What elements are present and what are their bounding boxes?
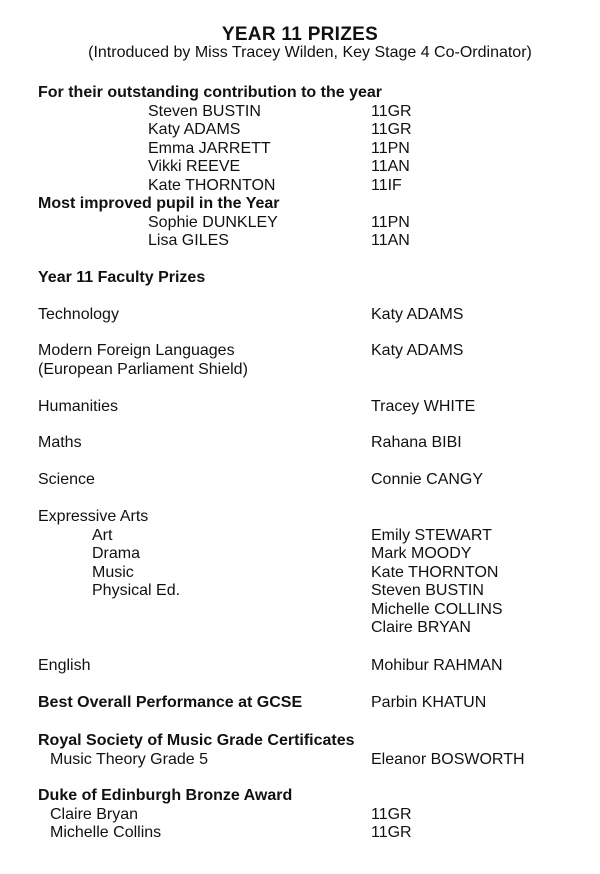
pupil-form: 11AN <box>371 232 410 249</box>
pupil-form: 11IF <box>371 176 402 194</box>
subject-label: English <box>38 657 91 674</box>
pupil-name: Michelle Collins <box>50 824 162 841</box>
certificate-label: Music Theory Grade 5 <box>50 750 208 768</box>
list-item <box>0 434 600 453</box>
winner-name: Katy ADAMS <box>371 342 464 359</box>
list-item <box>0 619 600 638</box>
subject-label: Modern Foreign Languages <box>38 342 235 359</box>
pupil-name: Kate THORNTON <box>148 176 276 194</box>
outstanding-heading: For their outstanding contribution to the year <box>38 84 382 101</box>
pupil-form: 11PN <box>371 213 410 231</box>
duke-of-edinburgh-heading: Duke of Edinburgh Bronze Award <box>38 787 293 804</box>
pupil-form: 11GR <box>371 121 412 138</box>
best-overall-label: Best Overall Performance at GCSE <box>38 694 303 711</box>
subject-label: Art <box>92 526 113 544</box>
winner-name: Mark MOODY <box>371 545 472 562</box>
list-item <box>0 601 600 620</box>
most-improved-heading: Most improved pupil in the Year <box>38 195 280 212</box>
subject-label: Expressive Arts <box>38 508 149 525</box>
list-item <box>0 824 600 843</box>
list-item <box>0 342 600 379</box>
subject-label: Music <box>92 563 134 581</box>
pupil-name: Emma JARRETT <box>148 139 271 157</box>
pupil-name: Lisa GILES <box>148 232 229 249</box>
list-item <box>0 564 600 583</box>
list-item <box>0 140 600 159</box>
winner-name: Rahana BIBI <box>371 434 462 451</box>
subject-label: Physical Ed. <box>92 582 181 599</box>
pupil-form: 11GR <box>371 805 412 823</box>
page-title: YEAR 11 PRIZES <box>221 24 379 45</box>
list-item <box>0 177 600 196</box>
winner-name: Kate THORNTON <box>371 563 499 581</box>
subject-label: Technology <box>38 306 119 323</box>
list-item <box>0 806 600 825</box>
list-item <box>0 214 600 233</box>
page-subtitle: (Introduced by Miss Tracey Wilden, Key Stage 4 Co-Ordinator) <box>88 44 532 61</box>
winner-name: Parbin KHATUN <box>371 694 487 711</box>
faculty-heading: Year 11 Faculty Prizes <box>38 269 206 286</box>
duke-of-edinburgh-section <box>0 787 600 843</box>
winner-name: Michelle COLLINS <box>371 600 503 618</box>
list-item <box>0 582 600 601</box>
winner-name: Tracey WHITE <box>371 398 476 415</box>
subject-label: Science <box>38 471 95 488</box>
list-item <box>0 545 600 564</box>
list-item <box>0 232 600 251</box>
list-item <box>0 121 600 140</box>
pupil-name: Steven BUSTIN <box>148 102 261 120</box>
list-item <box>0 527 600 546</box>
pupil-form: 11GR <box>371 102 412 120</box>
royal-society-section <box>0 732 600 769</box>
winner-name: Connie CANGY <box>371 471 484 488</box>
subject-label: Maths <box>38 434 82 451</box>
subject-label: Humanities <box>38 398 119 415</box>
pupil-name: Sophie DUNKLEY <box>148 213 278 231</box>
list-item <box>0 471 600 490</box>
winner-name: Steven BUSTIN <box>371 582 484 599</box>
winner-name: Eleanor BOSWORTH <box>371 750 525 768</box>
list-item <box>0 103 600 122</box>
pupil-name: Claire Bryan <box>50 805 139 823</box>
winner-name: Emily STEWART <box>371 526 492 544</box>
best-overall-section <box>0 694 600 713</box>
winner-name: Katy ADAMS <box>371 306 464 323</box>
pupil-form: 11PN <box>371 139 410 157</box>
list-item <box>0 657 600 676</box>
subject-label: Drama <box>92 545 141 562</box>
pupil-name: Katy ADAMS <box>148 121 241 138</box>
pupil-form: 11GR <box>371 824 412 841</box>
outstanding-section <box>0 84 600 251</box>
list-item <box>0 398 600 417</box>
subject-sublabel: (European Parliament Shield) <box>38 360 248 378</box>
winner-name: Claire BRYAN <box>371 619 471 636</box>
royal-society-heading: Royal Society of Music Grade Certificates <box>38 732 355 749</box>
pupil-form: 11AN <box>371 158 410 175</box>
list-item <box>0 158 600 177</box>
list-item <box>0 306 600 325</box>
expressive-arts-section <box>0 508 600 638</box>
pupil-name: Vikki REEVE <box>148 158 241 175</box>
winner-name: Mohibur RAHMAN <box>371 657 503 674</box>
